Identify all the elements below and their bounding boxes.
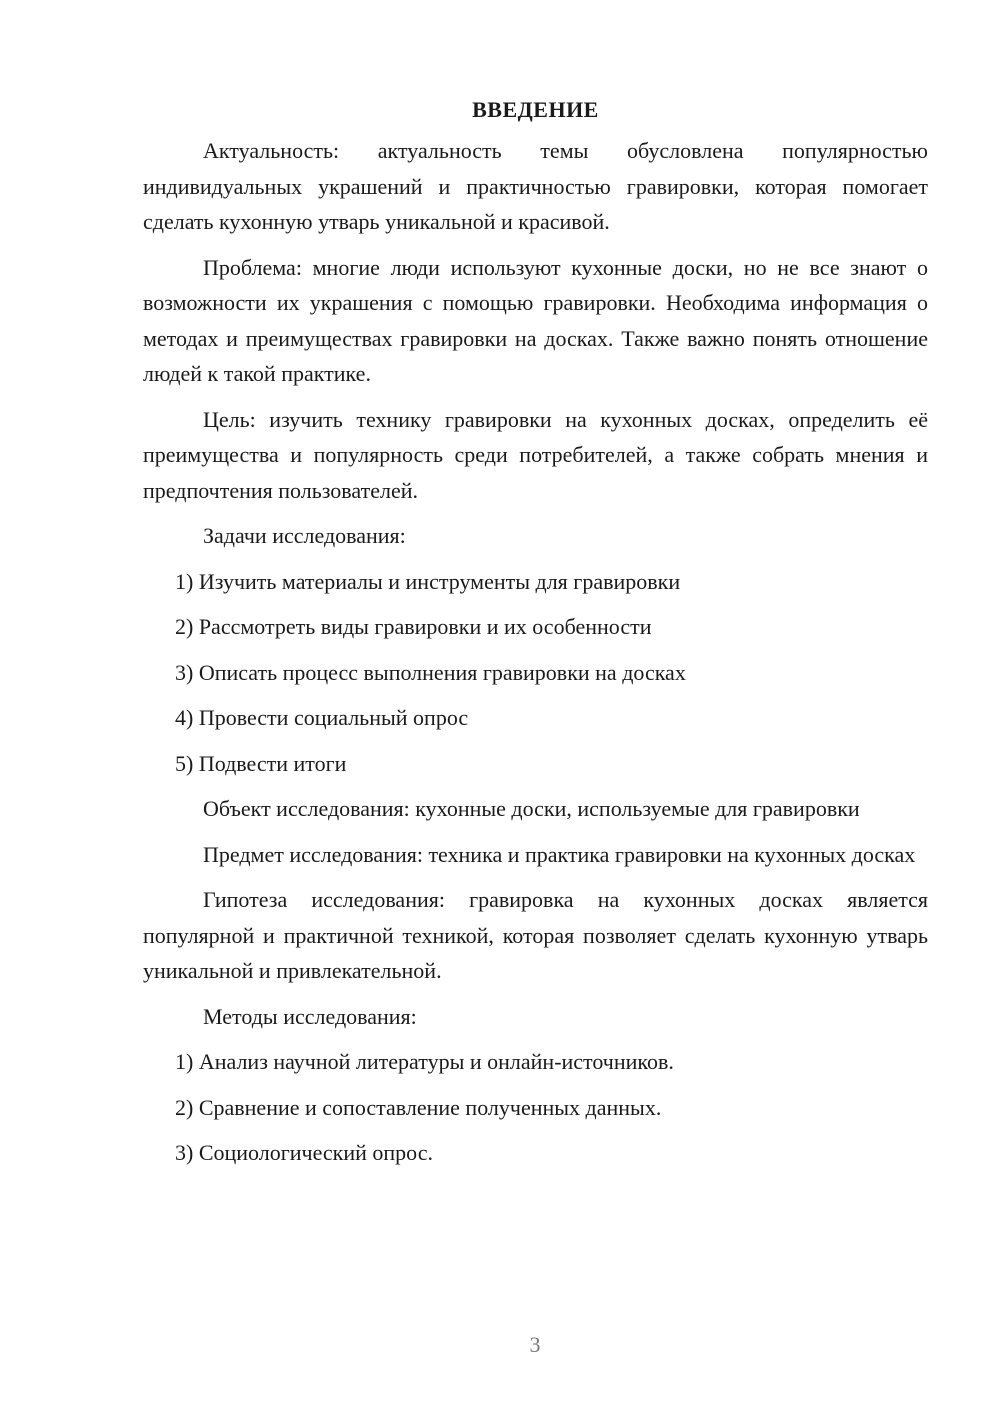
document-page xyxy=(143,92,928,1171)
problem-paragraph: Проблема: многие люди используют кухонные доски, но не все знают о возможности их украшения с помощью гравировки. Необходима информация о методах и преимуществах гравировки на досках. Также важно понять отношение людей к такой практике. xyxy=(143,254,928,386)
tasks-heading: Задачи исследования: xyxy=(203,523,406,548)
method-item: 2) Сравнение и сопоставление полученных данных. xyxy=(175,1094,662,1120)
methods-list xyxy=(143,1044,928,1171)
task-item: 2) Рассмотреть виды гравировки и их особенности xyxy=(175,614,652,639)
page-number: 3 xyxy=(529,1332,541,1357)
object-paragraph: Объект исследования: кухонные доски, используемые для гравировки xyxy=(203,796,860,821)
section-title: ВВЕДЕНИЕ xyxy=(472,97,599,122)
relevance-paragraph: Актуальность: актуальность темы обусловлена популярностью индивидуальных украшений и практичностью гравировки, которая помогает сделать кухонную утварь уникальной и красивой. xyxy=(143,138,928,234)
task-item: 5) Подвести итоги xyxy=(175,750,347,776)
subject-paragraph: Предмет исследования: техника и практика гравировки на кухонных досках xyxy=(203,841,916,867)
tasks-list xyxy=(143,564,928,782)
goal-paragraph: Цель: изучить технику гравировки на кухонных досках, определить её преимущества и популярность среди потребителей, а также собрать мнения и предпочтения пользователей. xyxy=(143,406,928,503)
task-item: 3) Описать процесс выполнения гравировки на досках xyxy=(175,659,686,685)
hypothesis-paragraph: Гипотеза исследования: гравировка на кухонных досках является популярной и практичной техникой, которая позволяет сделать кухонную утварь уникальной и привлекательной. xyxy=(143,887,928,983)
method-item: 3) Социологический опрос. xyxy=(175,1140,433,1165)
task-item: 4) Провести социальный опрос xyxy=(175,705,469,730)
task-item: 1) Изучить материалы и инструменты для гравировки xyxy=(175,568,681,594)
methods-heading: Методы исследования: xyxy=(203,1003,417,1029)
method-item: 1) Анализ научной литературы и онлайн-источников. xyxy=(175,1049,674,1074)
